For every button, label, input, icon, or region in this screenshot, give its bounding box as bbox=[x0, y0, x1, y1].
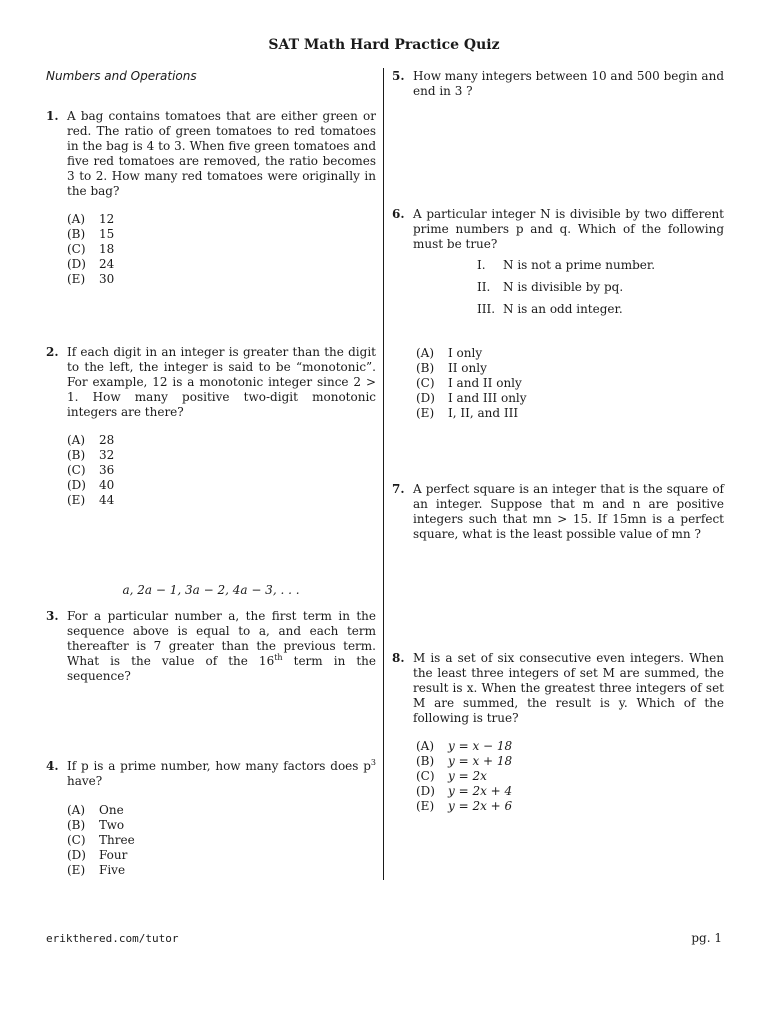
question-4-choices bbox=[67, 803, 135, 878]
question-1-choices bbox=[67, 212, 114, 287]
question-number: 4. bbox=[46, 759, 59, 773]
answer-choice: (D) Four bbox=[67, 848, 128, 862]
question-3 bbox=[46, 609, 376, 684]
question-text: If each digit in an integer is greater than the digit to the left, the integer is said to be “monotonic”. For example, 12 is a monotonic integer since 2 > 1. How many positive two-digit monotonic integers are there? bbox=[67, 345, 376, 419]
question-2-choices bbox=[67, 433, 114, 508]
answer-choice: (A) 12 bbox=[67, 212, 115, 226]
question-1 bbox=[46, 109, 376, 199]
page-number: pg. 1 bbox=[691, 931, 722, 945]
answer-choice: (D) 24 bbox=[67, 257, 115, 271]
question-text: How many integers between 10 and 500 begin and end in 3 ? bbox=[413, 69, 724, 98]
section-title: Numbers and Operations bbox=[46, 69, 197, 83]
answer-choice: (E) y = 2x + 6 bbox=[416, 799, 513, 813]
question-number: 7. bbox=[392, 482, 405, 496]
question-number: 8. bbox=[392, 651, 405, 665]
answer-choice: (E) Five bbox=[67, 863, 126, 877]
question-number: 1. bbox=[46, 109, 59, 123]
answer-choice: (C) y = 2x bbox=[416, 769, 487, 783]
answer-choice: (A) 28 bbox=[67, 433, 115, 447]
answer-choice: (A) y = x − 18 bbox=[416, 739, 513, 753]
question-text: M is a set of six consecutive even integers. When the least three integers of set M are summed, the result is x. When the greatest three integers of set M are summed, the result is y. Which of the following is true? bbox=[413, 651, 724, 725]
footer-url[interactable]: erikthered.com/tutor bbox=[46, 932, 179, 945]
question-number: 3. bbox=[46, 609, 59, 623]
answer-choice: (D) I and III only bbox=[416, 391, 527, 405]
answer-choice: (E) 30 bbox=[67, 272, 115, 286]
answer-choice: (E) 44 bbox=[67, 493, 115, 507]
answer-choice: (D) 40 bbox=[67, 478, 115, 492]
answer-choice: (B) 32 bbox=[67, 448, 115, 462]
answer-choice: (A) One bbox=[67, 803, 124, 817]
statement: II. N is divisible by pq. bbox=[477, 280, 624, 294]
question-number: 2. bbox=[46, 345, 59, 359]
answer-choice: (C) 36 bbox=[67, 463, 115, 477]
answer-choice: (C) I and II only bbox=[416, 376, 522, 390]
answer-choice: (B) y = x + 18 bbox=[416, 754, 513, 768]
question-8-choices bbox=[416, 739, 512, 814]
question-number: 6. bbox=[392, 207, 405, 221]
question-6-choices bbox=[416, 346, 527, 421]
question-4 bbox=[46, 759, 376, 789]
column-divider bbox=[383, 68, 384, 880]
question-8 bbox=[392, 651, 724, 726]
question-text: For a particular number a, the first term in the sequence above is equal to a, and each term thereafter is 7 greater than the previous term. What is the value of the 16th term in the sequence? bbox=[67, 609, 376, 683]
sequence-expression: a, 2a − 1, 3a − 2, 4a − 3, . . . bbox=[122, 583, 300, 597]
question-text: If p is a prime number, how many factors does $p^3$ have? bbox=[67, 758, 376, 788]
statement: I. N is not a prime number. bbox=[477, 258, 656, 272]
question-5 bbox=[392, 69, 724, 99]
question-2 bbox=[46, 345, 376, 420]
answer-choice: (C) 18 bbox=[67, 242, 115, 256]
statement: III. N is an odd integer. bbox=[477, 302, 623, 316]
question-7 bbox=[392, 482, 724, 542]
question-6 bbox=[392, 207, 724, 252]
answer-choice: (D) y = 2x + 4 bbox=[416, 784, 513, 798]
page-title: SAT Math Hard Practice Quiz bbox=[268, 37, 500, 53]
question-text: A perfect square is an integer that is the square of an integer. Suppose that m and n are positive integers such that mn > 15. If 15mn is a perfect square, what is the least possible value of mn ? bbox=[413, 482, 724, 541]
question-number: 5. bbox=[392, 69, 405, 83]
answer-choice: (E) I, II, and III bbox=[416, 406, 519, 420]
answer-choice: (B) 15 bbox=[67, 227, 115, 241]
answer-choice: (C) Three bbox=[67, 833, 135, 847]
answer-choice: (A) I only bbox=[416, 346, 483, 360]
question-text: A bag contains tomatoes that are either green or red. The ratio of green tomatoes to red tomatoes in the bag is 4 to 3. When five green tomatoes and five red tomatoes are removed, the ratio becomes 3 to 2. How many red tomatoes were originally in the bag? bbox=[67, 109, 376, 198]
question-text: A particular integer N is divisible by two different prime numbers p and q. Which of the following must be true? bbox=[413, 207, 724, 251]
answer-choice: (B) Two bbox=[67, 818, 125, 832]
statements-list bbox=[477, 258, 655, 324]
answer-choice: (B) II only bbox=[416, 361, 487, 375]
